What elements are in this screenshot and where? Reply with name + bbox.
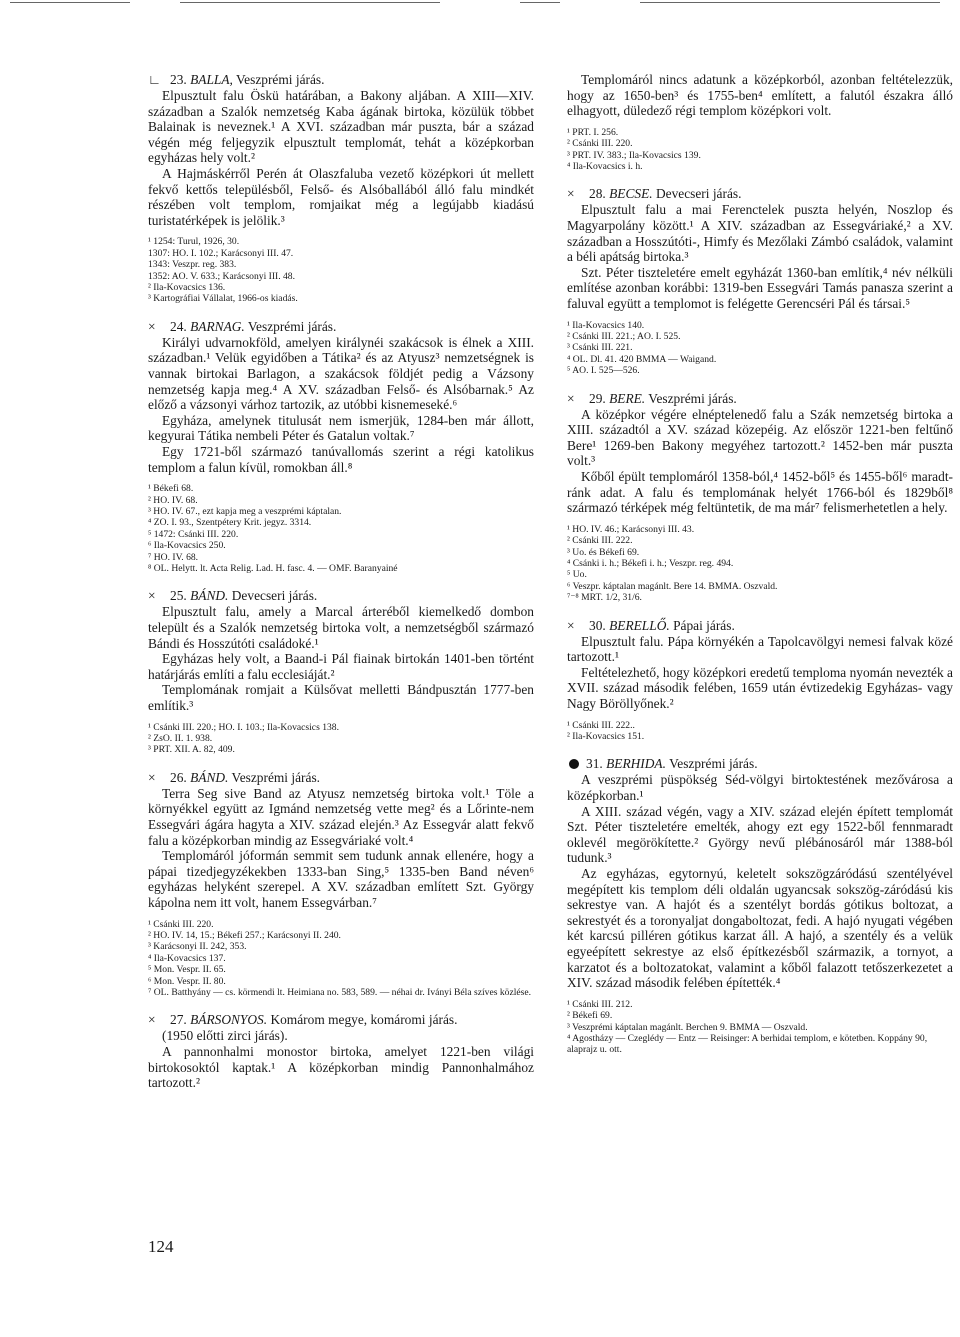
entry-district: Veszprémi járás. bbox=[665, 756, 758, 772]
entry-number: 29. bbox=[589, 390, 610, 406]
footnote: ² Ila-Kovacsics 151. bbox=[567, 730, 645, 742]
gazetteer-entry bbox=[567, 72, 953, 172]
entry-marker: ∟ bbox=[148, 72, 162, 87]
footnotes bbox=[148, 483, 534, 574]
entry-marker: × bbox=[567, 390, 575, 406]
entry-marker: × bbox=[148, 769, 156, 785]
footnote: ¹ Csánki III. 220. bbox=[148, 918, 214, 930]
footnote: ⁴ ZO. I. 93., Szentpétery Krit. jegyz. 3314. bbox=[148, 517, 312, 529]
entry-paragraph: A veszprémi püspökség Séd-völgyi birtoktestének mezővárosa a középkorban.¹ bbox=[567, 772, 953, 803]
gazetteer-entry bbox=[148, 72, 534, 305]
footnote: ⁵ AO. I. 525—526. bbox=[567, 365, 640, 377]
entry-heading bbox=[567, 391, 953, 407]
footnote: ² ZsO. II. 1. 938. bbox=[148, 732, 213, 744]
entry-paragraph: Kőből épült templomáról 1358-ból,⁴ 1452-ből⁵ és 1455-ből⁶ maradt-ránk adat. A falu és templomának helyét 1766-ból és 1829ből⁸ származó térképek még feltüntetik, de ma már⁷ felismerhetetlen a hely. bbox=[567, 468, 953, 516]
entry-number: 23. bbox=[170, 72, 191, 87]
entry-name: BERELLŐ. bbox=[609, 617, 670, 633]
gazetteer-entry bbox=[148, 319, 534, 575]
gazetteer-entry bbox=[567, 756, 953, 1055]
footnote: ² HO. IV. 68. bbox=[148, 494, 198, 506]
entry-paragraph: A középkor végére elnéptelenedő falu a Szák nemzetség birtoka a XIII. századtól a XV. század közepéig. Az először 1221-ben feltűnő Bere¹ 1269-ben Bakony megyéhez tartozott.² 1452-ben már puszta volt.³ bbox=[567, 406, 953, 469]
footnote: ³ PRT. XII. A. 82, 409. bbox=[148, 744, 235, 756]
entry-heading bbox=[567, 186, 953, 202]
entry-heading bbox=[148, 770, 534, 786]
entry-paragraph: (1950 előtti zirci járás). bbox=[162, 1028, 288, 1044]
footnote: ³ Csánki III. 221. bbox=[567, 342, 633, 354]
entry-paragraph: Elpusztult falu Öskü határában, a Bakony aljában. A XIII—XIV. században a Szalók nemzetség Kaba ágának birtoka, közülük többet Balainak is neveznek.¹ A XVI. században már puszta, bár a század végén még feljegyzik elpusztult templomát, tehát a középkorban egyházas hely volt.² bbox=[148, 88, 534, 166]
entry-number: 25. bbox=[170, 588, 191, 604]
footnote: ¹ Csánki III. 222.. bbox=[567, 719, 635, 731]
entry-district: Veszprémi járás. bbox=[228, 769, 321, 785]
footnote: ² Csánki III. 221.; AO. I. 525. bbox=[567, 330, 681, 342]
footnote: ² Csánki III. 220. bbox=[567, 138, 633, 150]
entry-paragraph: Elpusztult falu a mai Ferenctelek puszta helyén, Noszlop és Magyarpolány között.¹ A XIV. században az Essegváriaké,² a XV. században a Hosszútóti-, Himfy és Mezőlaki Zámbó családok, valamint a béli apátság birtoka.³ bbox=[567, 202, 953, 265]
footnote: ³ Karácsonyi II. 242, 353. bbox=[148, 941, 247, 953]
footnote: ² HO. IV. 14, 15.; Békefi 257.; Karácsonyi II. 240. bbox=[148, 929, 341, 941]
entry-paragraph: Templomáról jóformán semmit sem tudunk annak ellenére, hogy a pápai tizedjegyzékekben 1333-ban Sing,⁵ 1335-ben Band néven⁶ egyházas helyként szerepel. A XV. században említett Szt. György kápolna nem itt volt, hanem Essegvárban.⁷ bbox=[148, 848, 534, 910]
footnote: ⁴ Csánki i. h.; Békefi i. h.; Veszpr. reg. 494. bbox=[567, 557, 734, 569]
entry-marker: × bbox=[148, 1012, 156, 1028]
entry-paragraph: Egyháza, amelynek titulusát nem ismerjük, 1284-ben már állott, kegyurai Tátika nembeli Péter és Gatalun voltak.⁷ bbox=[148, 412, 534, 444]
footnotes bbox=[567, 127, 953, 173]
gazetteer-entry bbox=[567, 186, 953, 376]
footnote: ³ Uo. és Békefi 69. bbox=[567, 546, 640, 558]
right-column bbox=[567, 72, 953, 1070]
entry-paragraph: Az egyházas, egytornyú, keletelt sokszögzáródású szentélyével megépített kis templom déli oldalán ugyancsak sokszög-záródású kis sekrestye van. A hajót és a szentélyt bordás gótikus boltozat, a sekrestyét és a toronyaljat dongaboltozat, fedi. A hajó nyugati végében két karcsú pilléren gótikus karzat áll. A hajó, a szentély és a velük egyeépített sekrestye az első építkezésből származik, a tornyot, a karzatot és a boltozatokat, valamint a kőből falazott tetőszerkezetet a XIV. század második felében építették.⁴ bbox=[567, 865, 953, 991]
entry-district: Devecseri járás. bbox=[228, 588, 318, 604]
entry-number: 27. bbox=[170, 1012, 191, 1028]
surviving-church-marker bbox=[569, 759, 579, 769]
entry-district: Veszprémi járás. bbox=[645, 390, 737, 406]
entry-paragraph: A Hajmáskérről Perén át Olaszfaluba vezető középkori út mellett fekvő kettős településből, Felső- és Alsóballából álló falu mindkét részében volt templom, romjaikat még a legújabb kiadású turistatérképek is jelölik.³ bbox=[148, 165, 534, 228]
entry-heading bbox=[567, 618, 953, 634]
footnotes bbox=[567, 999, 953, 1056]
footnotes bbox=[148, 919, 534, 999]
footnote: ⁵ 1472: Csánki III. 220. bbox=[148, 528, 239, 540]
entry-paragraph: Elpusztult falu, amely a Marcal árteréből kiemelkedő dombon települt és a Szalók nemzetség birtoka volt, a nemzetségből származó Bándi és Hosszútóti családoké.¹ bbox=[148, 604, 534, 651]
footnote: ¹ HO. IV. 46.; Karácsonyi III. 43. bbox=[567, 523, 695, 535]
footnote: ⁵ Mon. Vespr. II. 65. bbox=[148, 964, 226, 976]
entry-heading bbox=[148, 588, 534, 604]
entry-name: BÁRSONYOS. bbox=[190, 1012, 268, 1028]
entry-marker: × bbox=[148, 318, 156, 334]
footnote: ⁴ OL. Dl. 41. 420 BMMA — Waigand. bbox=[567, 353, 717, 365]
entry-paragraph: Templomáról nincs adatunk a középkorból, azonban feltételezzük, hogy az 1650-ben³ és 1755-ben⁴ említett, a falutól északra álló elhagyott, düledező régi templom középkori volt. bbox=[567, 72, 953, 119]
footnote: ² Békefi 69. bbox=[567, 1010, 613, 1022]
gazetteer-entry bbox=[148, 1012, 534, 1090]
page-number: 124 bbox=[148, 1237, 174, 1256]
footnote: ⁸ OL. Helytt. lt. Acta Relig. Lad. H. fasc. 4. — OMF. Baranyainé bbox=[148, 562, 398, 574]
entry-paragraph: A pannonhalmi monostor birtoka, amelyet 1221-ben világi birtokosoktól kaptak.¹ A középkorban mindig Pannonhalmához tartozott.² bbox=[148, 1043, 534, 1091]
footnote: ⁷ HO. IV. 68. bbox=[148, 551, 199, 563]
gazetteer-entry bbox=[567, 391, 953, 604]
footnote: ² Csánki III. 222. bbox=[567, 535, 633, 547]
footnote: ⁴ Ila-Kovacsics i. h. bbox=[567, 161, 643, 172]
entry-name: BERHIDA. bbox=[606, 756, 666, 772]
footnote: ³ HO. IV. 67., ezt kapja meg a veszprémi káptalan. bbox=[148, 505, 342, 517]
left-column bbox=[148, 72, 534, 1105]
entry-paragraph: Templomának romjait a Külsővat melletti Bándpusztán 1777-ben említik.³ bbox=[148, 682, 534, 713]
footnotes bbox=[148, 236, 534, 304]
entry-number: 31. bbox=[586, 756, 607, 772]
entry-name: BALLA, bbox=[190, 72, 233, 87]
entry-paragraph: Feltételezhető, hogy középkori eredetű temploma nyomán nevezték a XVII. század második felében, 1659 után évtizedekig Egyházas- vagy Nagy Böröllyőnek.² bbox=[567, 664, 953, 711]
entry-paragraph: Egyházas hely volt, a Baand-i Pál fiainak birtokán 1401-ben történt határjárás említi a falu ecclesiáját.² bbox=[148, 651, 534, 682]
footnote: ¹ PRT. I. 256. bbox=[567, 126, 619, 138]
entry-heading bbox=[148, 319, 534, 335]
gazetteer-entry bbox=[148, 770, 534, 999]
footnote: ⁶ Veszpr. káptalan magánlt. Bere 14. BMMA. Oszvald. bbox=[567, 580, 778, 592]
footnotes bbox=[567, 524, 953, 604]
footnote: 1352: AO. V. 633.; Karácsonyi III. 48. bbox=[148, 270, 296, 282]
gazetteer-entry bbox=[148, 588, 534, 755]
entry-heading bbox=[567, 756, 953, 772]
footnote: ³ Veszprémi káptalan magánlt. Berchen 9. BMMA — Oszvald. bbox=[567, 1021, 808, 1033]
entry-district: Pápai járás. bbox=[669, 617, 735, 633]
entry-name: BERE. bbox=[609, 390, 646, 406]
entry-paragraph: Szt. Péter tiszteletére emelt egyházát 1360-ban említik,⁴ név nélküli említése azonban korábbi: 1319-ben Essegvári Tamás panasza szerint a faluval együtt a templomot is felégette Gerencséri Pál és társai.⁵ bbox=[567, 264, 953, 311]
footnote: 1343: Veszpr. reg. 383. bbox=[148, 259, 237, 271]
footnote: ¹ Csánki III. 220.; HO. I. 103.; Ila-Kovacsics 138. bbox=[148, 721, 339, 733]
entry-paragraph: A XIII. század végén, vagy a XIV. század elején épített templomát Szt. Péter tiszteletére emelték, ahogy ezt egy 1522-ből fennmaradt oklevél megörökítette.² György nevű plébánosáról már 1388-ból tudunk.³ bbox=[567, 803, 953, 866]
footnotes bbox=[148, 722, 534, 756]
footnote: ¹ Ila-Kovacsics 140. bbox=[567, 319, 645, 331]
entry-district: Veszprémi járás. bbox=[232, 72, 325, 87]
entry-number: 30. bbox=[589, 617, 610, 633]
footnote: ⁵ Uo. bbox=[567, 569, 587, 581]
footnotes bbox=[567, 720, 953, 743]
entry-marker: × bbox=[148, 588, 156, 604]
footnote: ⁴ Ila-Kovacsics 137. bbox=[148, 952, 226, 964]
entry-marker: × bbox=[567, 617, 575, 633]
entry-name: BARNAG. bbox=[190, 318, 245, 334]
entry-district: Komárom megye, komáromi járás. bbox=[267, 1012, 458, 1028]
entry-heading bbox=[148, 72, 534, 88]
footnote: ⁷⁻⁸ MRT. 1/2, 31/6. bbox=[567, 592, 642, 604]
entry-name: BÁND. bbox=[190, 588, 229, 604]
footnotes bbox=[567, 320, 953, 377]
entry-marker: × bbox=[567, 186, 575, 202]
entry-number: 28. bbox=[589, 186, 610, 202]
footnote: ² Ila-Kovacsics 136. bbox=[148, 281, 226, 293]
footnote: ⁷ OL. Batthyány — cs. körmendi lt. Heimiana no. 583, 589. — néhai dr. Iványi Béla szíves közlése. bbox=[148, 986, 532, 998]
entry-paragraph: Elpusztult falu. Pápa környékén a Tapolcavölgyi nemesi falvak közé tartozott.¹ bbox=[567, 633, 953, 665]
entry-number: 24. bbox=[170, 318, 191, 334]
entry-paragraph: Egy 1721-ből származó tanúvallomás szerint a régi katolikus templom a falun kívül, romokban áll.⁸ bbox=[148, 443, 534, 475]
entry-number: 26. bbox=[170, 769, 191, 785]
footnote: ¹ 1254: Turul, 1926, 30. bbox=[148, 236, 240, 248]
footnote: ³ Kartográfiai Vállalat, 1966-os kiadás. bbox=[148, 293, 298, 305]
entry-district: Devecseri járás. bbox=[652, 186, 742, 202]
entry-paragraph: Terra Seg sive Band az Atyusz nemzetség birtoka volt.¹ Töle a környékkel együtt az Igmánd nemzetség vette meg² és a Lőrinte-nem Essegvári ágára hagyta a XIV. század elején.³ Az Essegvár alatt fekvő falu a középkorban mindig az Essegváriaké volt.⁴ bbox=[148, 785, 534, 848]
footnote: ³ PRT. IV. 383.; Ila-Kovacsics 139. bbox=[567, 149, 701, 161]
footnote: 1307: HO. I. 102.; Karácsonyi III. 47. bbox=[148, 247, 294, 259]
footnote: ¹ Békefi 68. bbox=[148, 483, 194, 495]
entry-heading bbox=[148, 1012, 534, 1028]
footnote: ⁶ Mon. Vespr. II. 80. bbox=[148, 975, 226, 987]
entry-name: BECSE. bbox=[609, 186, 653, 202]
entry-district: Veszprémi járás. bbox=[244, 318, 337, 334]
footnote: ⁴ Agostházy — Czeglédy — Entz — Reisinger: A berhidai templom, e kötetben. Koppány 90, alaprajz u. ott. bbox=[567, 1032, 928, 1056]
entry-name: BÁND. bbox=[190, 769, 229, 785]
footnote: ¹ Csánki III. 212. bbox=[567, 998, 633, 1010]
footnote: ⁶ Ila-Kovacsics 250. bbox=[148, 540, 226, 552]
gazetteer-entry bbox=[567, 618, 953, 743]
scan-top-edge bbox=[0, 0, 960, 6]
entry-paragraph: Királyi udvarnokföld, amelyen királynéi szakácsok is élnek a XIII. században.¹ Velük egyidőben a Tátika² és az Atyusz³ nemzetségnek is vannak birtokai Barlagon, a szakácsok földjét pedig a Vázsony nemzetség kapja meg.⁴ A XV. században Felső- és Alsóbarnak.⁵ Az előző a vázsonyi várhoz tartozik, az utóbbi kisnemeseké.⁶ bbox=[148, 334, 534, 413]
